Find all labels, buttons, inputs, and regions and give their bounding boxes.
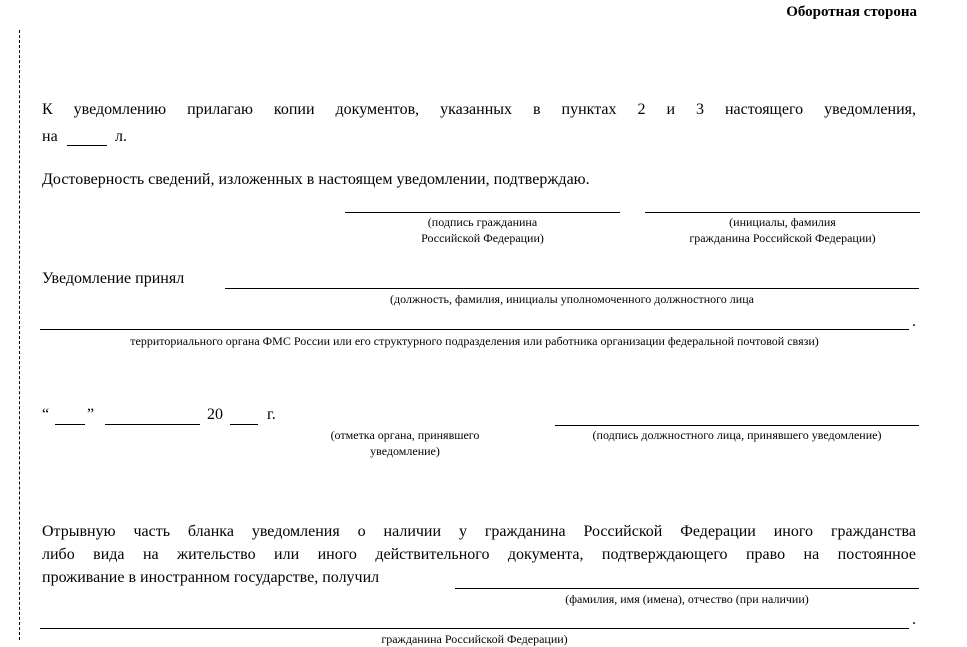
accepted-by-field-2[interactable] (40, 329, 909, 330)
tear-off-line-3: проживание в иностранном государстве, получил (42, 569, 380, 586)
recipient-dot: . (912, 611, 916, 628)
tear-off-dashed-line (19, 30, 20, 640)
date-close-quote: ” (87, 406, 95, 423)
accepted-by-caption-2: территориального органа ФМС России или его структурного подразделения или работника организации федеральной почтовой связи) (130, 334, 819, 348)
tear-off-line-1: Отрывную часть бланка уведомления о наличии у гражданина Российской Федерации иного гражданства (42, 523, 916, 540)
stamp-caption (305, 427, 505, 459)
attachments-prefix: на (42, 128, 58, 145)
caption-line: уведомление) (370, 444, 440, 458)
caption-line: Российской Федерации) (421, 231, 544, 245)
caption-line: (отметка органа, принявшего (330, 428, 480, 442)
date-year-prefix: 20 (207, 406, 223, 423)
recipient-bottom-caption: гражданина Российской Федерации) (381, 632, 568, 646)
attachments-suffix: л. (115, 128, 127, 145)
accepted-by-caption-1: (должность, фамилия, инициалы уполномоченного должностного лица (390, 292, 754, 306)
caption-line: (подпись гражданина (427, 215, 538, 229)
date-month-field[interactable] (105, 424, 200, 425)
official-signature-caption: (подпись должностного лица, принявшего уведомление) (592, 428, 882, 442)
date-open-quote: “ (42, 406, 50, 423)
attachments-line-1: К уведомлению прилагаю копии документов, указанных в пунктах 2 и 3 настоящего уведомления, (42, 101, 916, 118)
sheet-count-field[interactable] (67, 145, 107, 146)
caption-line: (инициалы, фамилия (729, 215, 836, 229)
citizen-name-caption (645, 214, 920, 246)
citizen-signature-field[interactable] (345, 212, 620, 213)
accepted-by-field[interactable] (225, 288, 919, 289)
confirmation-text: Достоверность сведений, изложенных в настоящем уведомлении, подтверждаю. (42, 171, 590, 188)
date-year-suffix: г. (267, 406, 276, 423)
citizen-name-field[interactable] (645, 212, 920, 213)
accepted-by-dot: . (912, 313, 916, 330)
caption-line: гражданина Российской Федерации) (689, 231, 876, 245)
recipient-name-field-2[interactable] (40, 628, 909, 629)
recipient-name-field[interactable] (455, 588, 919, 589)
page-side-title: Оборотная сторона (786, 4, 917, 20)
accepted-by-label: Уведомление принял (42, 270, 185, 287)
date-year-field[interactable] (230, 424, 258, 425)
official-signature-field[interactable] (555, 425, 919, 426)
tear-off-line-2: либо вида на жительство или иного действительного документа, подтверждающего право на постоянное (42, 546, 916, 563)
date-day-field[interactable] (55, 424, 85, 425)
citizen-signature-caption (345, 214, 620, 246)
recipient-name-caption: (фамилия, имя (имена), отчество (при наличии) (565, 592, 809, 606)
